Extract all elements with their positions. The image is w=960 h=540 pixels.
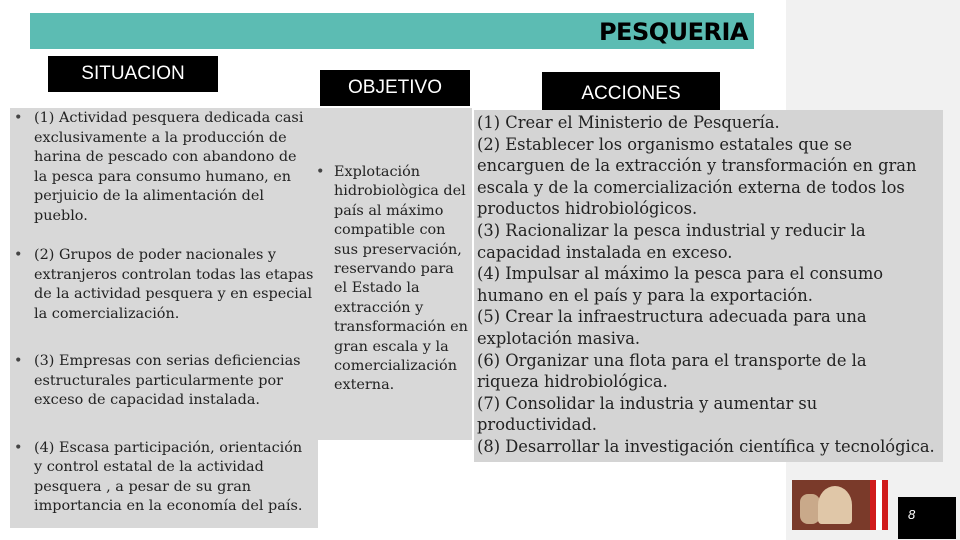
acciones-line: riqueza hidrobiológica. [477,372,668,392]
objetivo-item: • Explotación hidrobiològica del país al máximo compatible con sus preservación, reservando para el Estado la extracción y transformación en gran escala y la comercialización externa. [316,163,471,396]
page-number: 8 [908,507,916,522]
historical-photo-thumbnail [792,480,888,530]
acciones-line: explotación masiva. [477,328,641,348]
acciones-line: (8) Desarrollar la investigación científica y tecnológica. [477,436,935,456]
title-bar [30,13,754,49]
acciones-line: capacidad instalada en exceso. [477,242,733,262]
acciones-line: (6) Organizar una flota para el transporte de la [477,350,867,370]
acciones-line: (4) Impulsar al máximo la pesca para el consumo [477,264,884,284]
acciones-header: ACCIONES [542,72,720,110]
acciones-line: (5) Crear la infraestructura adecuada para una [477,307,867,327]
acciones-line: productividad. [477,415,597,435]
acciones-list [477,112,943,458]
objetivo-list [316,163,471,396]
objetivo-header: OBJETIVO [320,70,470,106]
page-number-box [898,497,956,539]
situacion-item: • (1) Actividad pesquera dedicada casi exclusivamente a la producción de harina de pescado con abandono de la pesca para consumo humano, en perjuicio de la alimentación del pueblo. [14,109,314,226]
situacion-item: • (2) Grupos de poder nacionales y extranjeros controlan todas las etapas de la actividad pesquera y en especial la comercialización. [14,246,314,324]
photo-figure [818,486,852,524]
acciones-line: (1) Crear el Ministerio de Pesquería. [477,113,780,132]
situacion-header: SITUACION [48,56,218,92]
acciones-line: (7) Consolidar la industria y aumentar su [477,393,818,413]
acciones-line: (3) Racionalizar la pesca industrial y reducir la [477,220,866,240]
acciones-line: humano en el país y para la exportación. [477,285,813,305]
situacion-item: • (3) Empresas con serias deficiencias estructurales particularmente por exceso de capacidad instalada. [14,352,314,411]
slide-title: PESQUERIA [598,18,748,46]
situacion-item: • (4) Escasa participación, orientación y control estatal de la actividad pesquera , a pesar de su gran importancia en la economía del país. [14,439,314,517]
flag-icon [870,480,888,530]
acciones-line: (2) Establecer los organismo estatales que se [477,134,852,154]
acciones-line: encarguen de la extracción y transformación en gran [477,156,917,176]
situacion-list [14,109,314,517]
acciones-line: escala y de la comercialización externa de todos los [477,177,905,197]
acciones-line: productos hidrobiológicos. [477,199,698,219]
photo-figure [800,494,820,524]
